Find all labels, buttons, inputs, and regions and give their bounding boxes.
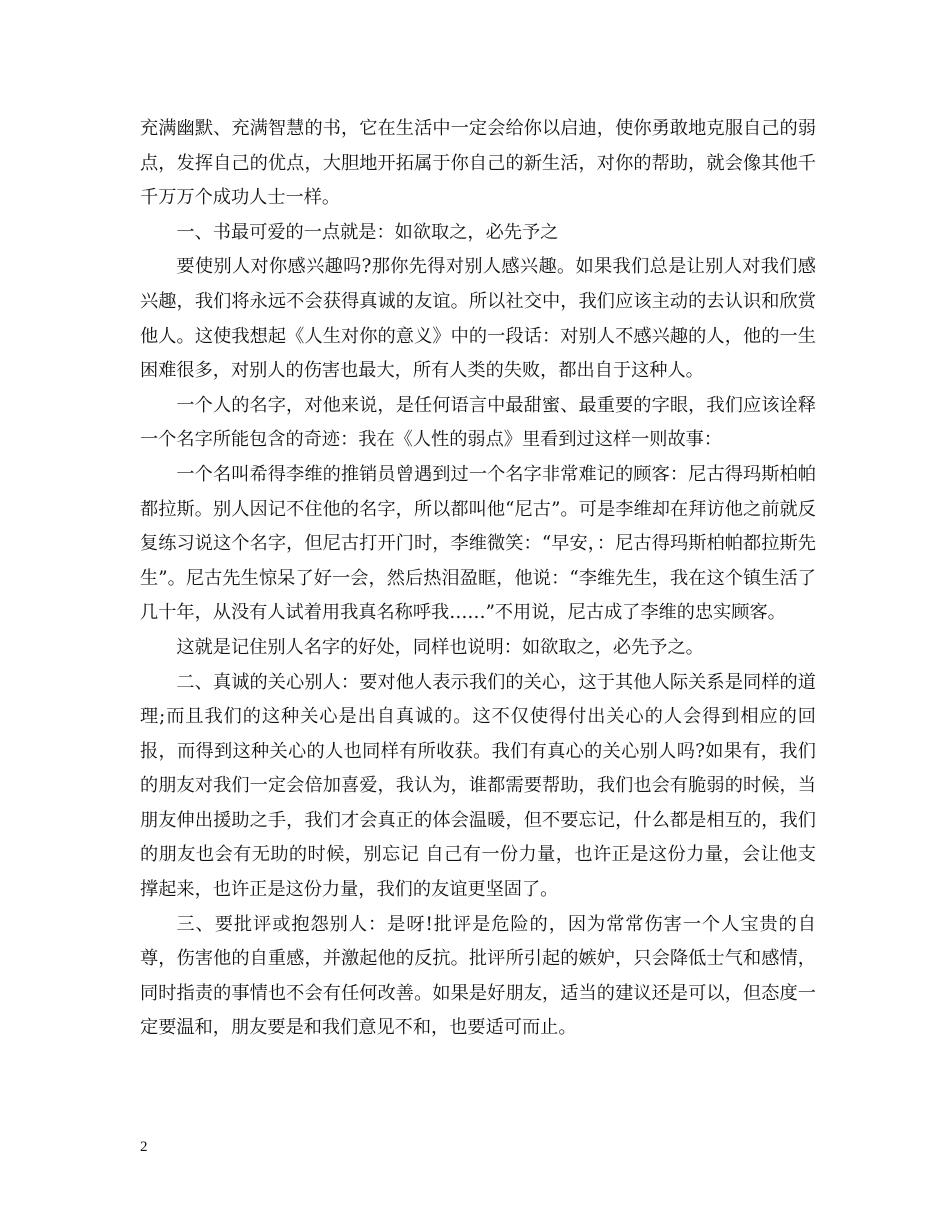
page-number: 2 (140, 1139, 148, 1155)
paragraph-be-interested: 要使别人对你感兴趣吗?那你先得对别人感兴趣。如果我们总是让别人对我们感兴趣，我们将永远不会获得真诚的友谊。所以社交中，我们应该主动的去认识和欣赏他人。这使我想起《人生对你的意义》中的一段话：对别人不感兴趣的人，他的一生困难很多，对别人的伤害也最大，所有人类的失败，都出自于这种人。 (140, 256, 816, 382)
paragraph-story-conclusion: 这就是记住别人名字的好处，同样也说明：如欲取之，必先予之。 (176, 636, 704, 658)
section-heading-one: 一、书最可爱的一点就是：如欲取之，必先予之 (176, 221, 559, 243)
paragraph-names: 一个人的名字，对他来说，是任何语言中最甜蜜、最重要的字眼，我们应该诠释一个名字所能包含的奇迹：我在《人性的弱点》里看到过这样一则故事： (140, 394, 816, 451)
section-three-criticism: 三、要批评或抱怨别人：是呀!批评是危险的，因为常常伤害一个人宝贵的自尊，伤害他的自重感，并激起他的反抗。批评所引起的嫉妒，只会降低士气和感情，同时指责的事情也不会有任何改善。如果是好朋友，适当的建议还是可以，但态度一定要温和，朋友要是和我们意见不和，也要适可而止。 (140, 913, 816, 1039)
paragraph-story: 一个名叫希得李维的推销员曾遇到过一个名字非常难记的顾客：尼古得玛斯柏帕都拉斯。别人因记不住他的名字，所以都叫他“尼古”。可是李维却在拜访他之前就反复练习说这个名字，但尼古打开门时，李维微笑：“早安，：尼古得玛斯柏帕都拉斯先生”。尼古先生惊呆了好一会，然后热泪盈眶，他说：“李维先生，我在这个镇生活了几十年，从没有人试着用我真名称呼我……”不用说，尼古成了李维的忠实顾客。 (140, 463, 816, 624)
section-two-sincere-care: 二、真诚的关心别人：要对他人表示我们的关心，这于其他人际关系是同样的道理;而且我们的这种关心是出自真诚的。这不仅使得付出关心的人会得到相应的回报，而得到这种关心的人也同样有所收获。我们有真心的关心别人吗?如果有，我们的朋友对我们一定会倍加喜爱，我认为，谁都需要帮助，我们也会有脆弱的时候，当朋友伸出援助之手，我们才会真正的体会温暖，但不要忘记，什么都是相互的，我们的朋友也会有无助的时候，别忘记 自己有一份力量，也许正是这份力量，会让他支撑起来，也许正是这份力量，我们的友谊更坚固了。 (140, 671, 816, 901)
document-body (140, 112, 816, 1046)
paragraph-continued-intro: 充满幽默、充满智慧的书，它在生活中一定会给你以启迪，使你勇敢地克服自己的弱点，发挥自己的优点，大胆地开拓属于你自己的新生活，对你的帮助，就会像其他千千万万个成功人士一样。 (140, 118, 816, 209)
